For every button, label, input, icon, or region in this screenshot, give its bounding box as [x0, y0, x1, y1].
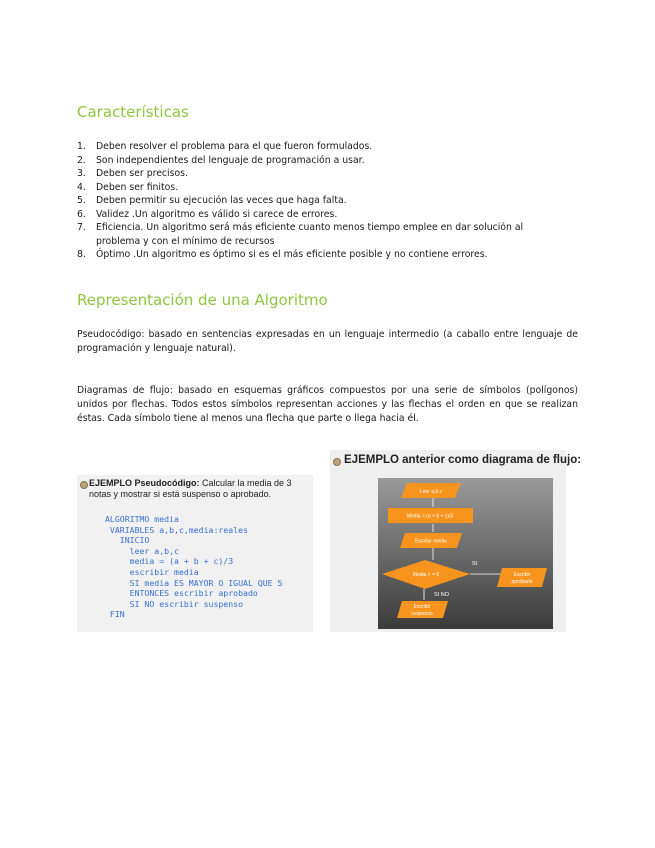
list-item-number: 8. [77, 249, 86, 260]
edge-no-label: SI NO [434, 592, 449, 598]
node-decision-label: Media > = 5 [412, 572, 440, 578]
edge-yes-label: SI [472, 561, 478, 567]
node-fail-line2: suspenso [411, 611, 433, 617]
list-item [77, 208, 547, 222]
code-line: SI media ES MAYOR O IGUAL QUE 5 [105, 577, 283, 588]
pseudocode-block [105, 514, 282, 620]
code-line: media = (a + b + c)/3 [105, 556, 234, 567]
bullet-icon [333, 458, 341, 466]
code-line: ALGORITMO media [105, 514, 179, 524]
list-item [77, 140, 547, 154]
heading-representacion: Representación de una Algoritmo [77, 291, 328, 309]
paragraph-pseudocodigo: Pseudocódigo: basado en sentencias expresadas en un lenguaje intermedio (a caballo entre lenguaje de programación y lenguaje natural). [77, 329, 578, 354]
node-write [400, 533, 462, 548]
figure-pseudocode-example [77, 475, 313, 632]
list-item [77, 194, 547, 208]
list-item [77, 181, 547, 195]
characteristics-list [77, 140, 547, 262]
node-read [401, 483, 461, 498]
list-item-text: Deben resolver el problema para el que fueron formulados. [96, 141, 373, 152]
list-item-number: 1. [77, 141, 86, 152]
code-line: VARIABLES a,b,c,media:reales [105, 524, 248, 535]
node-pass-line2: aprobado [511, 579, 533, 585]
code-line: FIN [105, 609, 125, 620]
list-item-number: 4. [77, 181, 86, 193]
node-calc-label: Media = (a + b + c)/3 [406, 513, 454, 520]
node-pass [497, 568, 547, 587]
figure-title: EJEMPLO anterior como diagrama de flujo: [344, 454, 582, 466]
list-item-text: Óptimo .Un algoritmo es óptimo si es el más eficiente posible y no contiene errores. [96, 249, 488, 260]
list-item-text: Son independientes del lenguaje de programación a usar. [96, 154, 365, 166]
list-item [77, 221, 547, 248]
list-item [77, 248, 547, 262]
node-fail-line1: Escribir [413, 604, 431, 610]
code-line: ENTONCES escribir aprobado [105, 588, 258, 599]
list-item-text: Deben ser finitos. [96, 181, 179, 193]
node-fail [397, 601, 448, 618]
node-calc [388, 508, 473, 523]
node-write-label: Escribir media [415, 538, 447, 545]
code-line: INICIO [105, 535, 150, 546]
list-item-number: 3. [77, 168, 86, 179]
list-item-number: 6. [77, 208, 86, 220]
list-item-text: Eficiencia. Un algoritmo será más eficiente cuanto menos tiempo emplee en dar solución al problema y con el mínimo de recursos [96, 222, 524, 247]
flowchart-svg [330, 450, 566, 632]
heading-caracteristicas: Características [77, 103, 189, 121]
paragraph-diagramas: Diagramas de flujo: basado en esquemas gráficos compuestos por una serie de símbolos (polígonos) unidos por flechas. Todos estos símbolos representan acciones y las flechas el orden en que se realizan éstas. Cada símbolo tiene al menos una flecha que parte o llega hacia él. [77, 385, 578, 424]
code-line: escribir media [105, 566, 199, 577]
figure-intro-bold: EJEMPLO Pseudocódigo: [89, 478, 200, 488]
list-item-number: 5. [77, 195, 86, 206]
code-line: leer a,b,c [105, 545, 179, 556]
figure-flowchart-example [330, 450, 582, 632]
bullet-icon [80, 481, 88, 489]
node-read-label: Leer a,b,c [419, 489, 443, 495]
list-item-text: Deben permitir su ejecución las veces que haga falta. [96, 195, 347, 206]
list-item-text: Validez .Un algoritmo es válido si carece de errores. [96, 208, 338, 220]
node-pass-line1: Escribir [513, 572, 531, 578]
figure-intro-rest: Calcular la media de 3 notas y mostrar si está suspenso o aprobado. [89, 478, 292, 499]
list-item-number: 2. [77, 154, 86, 166]
figure-intro-text [89, 478, 309, 500]
code-line: SI NO escribir suspenso [105, 598, 244, 609]
list-item [77, 154, 547, 168]
list-item [77, 167, 547, 181]
list-item-text: Deben ser precisos. [96, 168, 188, 179]
list-item-number: 7. [77, 222, 86, 233]
